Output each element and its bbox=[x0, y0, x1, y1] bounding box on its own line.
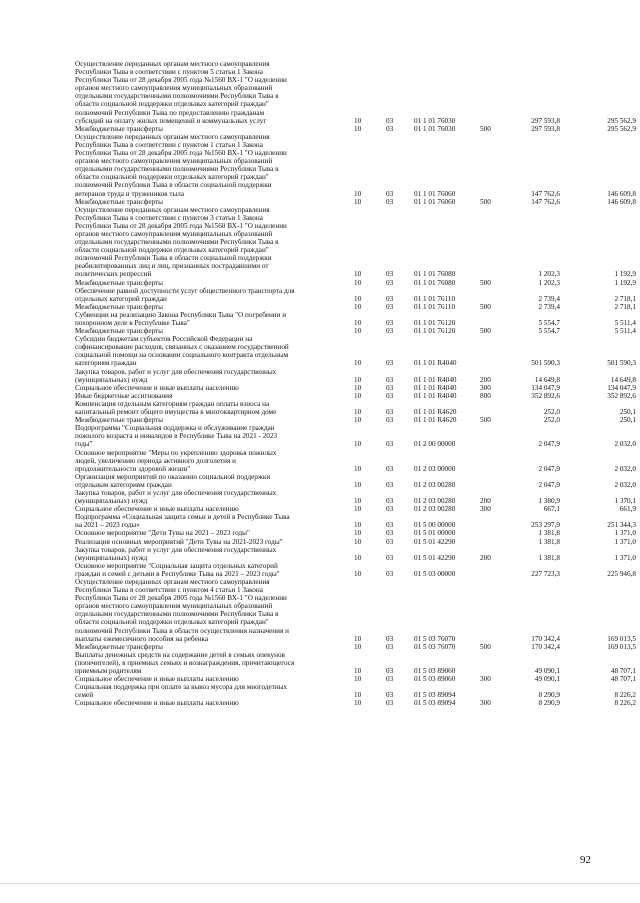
row-description: Реализация основных мероприятий "Дети Тувы на 2021-2023 годы" bbox=[75, 537, 283, 546]
budget-table bbox=[0, 60, 640, 708]
table-row bbox=[0, 303, 640, 311]
section-code: 10 bbox=[354, 529, 362, 538]
row-description: Закупка товаров, работ и услуг для обеспечения государственных (муниципальных) нужд bbox=[75, 545, 277, 562]
section-code: 10 bbox=[354, 675, 362, 684]
target-article-code: 01 1 01 76110 bbox=[414, 294, 456, 303]
row-description: Основное мероприятие "Меры по укреплению здоровья пожилых людей, увеличению периода активного долголетия и продолжительности здоровой жизни" bbox=[75, 448, 277, 473]
section-code: 10 bbox=[354, 302, 362, 311]
section-code: 10 bbox=[354, 440, 362, 449]
table-row bbox=[0, 489, 640, 505]
target-article-code: 01 5 00 00000 bbox=[414, 521, 456, 530]
subsection-code: 03 bbox=[386, 529, 394, 538]
section-code: 10 bbox=[354, 327, 362, 336]
row-description: Подпрограмма «Социальная защита семьи и детей в Республике Тыва на 2021 – 2023 годы» bbox=[75, 513, 290, 530]
subsection-code: 03 bbox=[386, 505, 394, 514]
amount-2022: 170 342,4 bbox=[531, 634, 560, 643]
amount-2023: 48 707,1 bbox=[610, 667, 636, 676]
amount-2022: 5 554,7 bbox=[538, 319, 560, 327]
target-article-code: 01 1 01 76030 bbox=[414, 124, 456, 133]
table-row bbox=[0, 279, 640, 287]
amount-2022: 1 381,8 bbox=[538, 537, 560, 546]
section-code: 10 bbox=[354, 497, 362, 506]
target-article-code: 01 2 03 00000 bbox=[414, 464, 456, 473]
table-row bbox=[0, 683, 640, 699]
target-article-code: 01 1 01 R4620 bbox=[414, 408, 457, 417]
row-description: Закупка товаров, работ и услуг для обеспечения государственных (муниципальных) нужд bbox=[75, 367, 277, 384]
amount-2023: 295 562,9 bbox=[607, 124, 636, 133]
amount-2023: 251 344,3 bbox=[607, 521, 636, 530]
section-code: 10 bbox=[354, 667, 362, 676]
row-description: Основное мероприятие "Социальная защита отдельных категорий граждан и семей с детьми в Республике Тыва на 2021 – 2023 годы" bbox=[75, 561, 280, 578]
target-article-code: 01 1 01 76080 bbox=[414, 278, 456, 287]
amount-2022: 170 342,4 bbox=[531, 642, 560, 651]
subsection-code: 03 bbox=[386, 124, 394, 133]
target-article-code: 01 5 03 89094 bbox=[414, 691, 456, 700]
row-description: Социальное обеспечение и иные выплаты населению bbox=[75, 675, 239, 684]
target-article-code: 01 1 01 76120 bbox=[414, 319, 456, 327]
expense-type-code: 500 bbox=[480, 327, 491, 336]
target-article-code: 01 1 01 76030 bbox=[414, 116, 456, 125]
amount-2023: 1 371,0 bbox=[614, 537, 636, 546]
target-article-code: 01 5 01 00000 bbox=[414, 529, 456, 538]
target-article-code: 01 2 03 00280 bbox=[414, 505, 456, 514]
section-code: 10 bbox=[354, 553, 362, 562]
subsection-code: 03 bbox=[386, 278, 394, 287]
section-code: 10 bbox=[354, 537, 362, 546]
subsection-code: 03 bbox=[386, 294, 394, 303]
section-code: 10 bbox=[354, 416, 362, 425]
section-code: 10 bbox=[354, 391, 362, 400]
expense-type-code: 200 bbox=[480, 497, 491, 506]
target-article-code: 01 1 01 R4040 bbox=[414, 383, 457, 392]
amount-2022: 8 290,9 bbox=[538, 691, 560, 700]
subsection-code: 03 bbox=[386, 391, 394, 400]
amount-2023: 2 032,0 bbox=[614, 440, 636, 449]
row-description: Основное мероприятие "Дети Тувы на 2021 – 2023 годы" bbox=[75, 529, 250, 538]
section-code: 10 bbox=[354, 278, 362, 287]
target-article-code: 01 1 01 R4040 bbox=[414, 375, 457, 384]
row-description: Межбюджетные трансферты bbox=[75, 302, 163, 311]
amount-2022: 253 297,9 bbox=[531, 521, 560, 530]
expense-type-code: 300 bbox=[480, 505, 491, 514]
table-row bbox=[0, 287, 640, 303]
table-row bbox=[0, 473, 640, 489]
amount-2023: 169 013,5 bbox=[607, 642, 636, 651]
subsection-code: 03 bbox=[386, 189, 394, 198]
subsection-code: 03 bbox=[386, 359, 394, 368]
subsection-code: 03 bbox=[386, 569, 394, 578]
table-row bbox=[0, 60, 640, 125]
amount-2022: 2 047,9 bbox=[538, 464, 560, 473]
row-description: Социальное обеспечение и иные выплаты населению bbox=[75, 383, 239, 392]
subsection-code: 03 bbox=[386, 497, 394, 506]
row-description: Субсидии бюджетам субъектов Российской Федерации на софинансирование расходов, связанных с оказанием государственной социальной помощи на основании социального контракта отдельным категориям граждан bbox=[75, 335, 289, 368]
amount-2022: 1 381,8 bbox=[538, 553, 560, 562]
expense-type-code: 200 bbox=[480, 375, 491, 384]
amount-2023: 661,9 bbox=[619, 505, 636, 514]
row-description: Осуществление переданных органам местного самоуправления Республики Тыва в соответствии с пунктом 3 статьи 1 Закона Республики Тыва от 28 декабря 2005 года №1560 ВХ-1 "О наделении органов местного самоуправления муниципальных образований отдельными государственными полномочиями Республики Тыва в области социальной поддержки отдельных категорий граждан" полномочий Республики Тыва в области социальной поддержки реабилитированных лиц и лиц, признанных пострадавшими от политических репрессий bbox=[75, 205, 287, 279]
target-article-code: 01 5 03 89060 bbox=[414, 667, 456, 676]
table-row bbox=[0, 392, 640, 400]
row-description: Межбюджетные трансферты bbox=[75, 197, 163, 206]
subsection-code: 03 bbox=[386, 319, 394, 327]
expense-type-code: 300 bbox=[480, 383, 491, 392]
amount-2023: 501 590,3 bbox=[607, 359, 636, 368]
expense-type-code: 200 bbox=[480, 553, 491, 562]
amount-2023: 1 192,9 bbox=[614, 278, 636, 287]
amount-2023: 8 226,2 bbox=[614, 699, 636, 708]
scan-edge bbox=[0, 883, 640, 884]
section-code: 10 bbox=[354, 116, 362, 125]
amount-2022: 297 593,8 bbox=[531, 124, 560, 133]
row-description: Обеспечение равной доступности услуг общественного транспорта для отдельных категорий граждан bbox=[75, 286, 295, 303]
subsection-code: 03 bbox=[386, 116, 394, 125]
table-row bbox=[0, 562, 640, 578]
amount-2022: 147 762,6 bbox=[531, 189, 560, 198]
target-article-code: 01 1 01 76120 bbox=[414, 327, 456, 336]
section-code: 10 bbox=[354, 375, 362, 384]
target-article-code: 01 5 03 76070 bbox=[414, 642, 456, 651]
target-article-code: 01 1 01 76060 bbox=[414, 197, 456, 206]
table-row bbox=[0, 400, 640, 416]
amount-2022: 5 554,7 bbox=[538, 327, 560, 336]
amount-2023: 14 649,8 bbox=[610, 375, 636, 384]
table-row bbox=[0, 133, 640, 198]
row-description: Межбюджетные трансферты bbox=[75, 278, 163, 287]
amount-2023: 5 511,4 bbox=[614, 319, 636, 327]
expense-type-code: 500 bbox=[480, 278, 491, 287]
target-article-code: 01 1 01 R4620 bbox=[414, 416, 457, 425]
section-code: 10 bbox=[354, 197, 362, 206]
row-description: Иные бюджетные ассигнования bbox=[75, 391, 173, 400]
subsection-code: 03 bbox=[386, 327, 394, 336]
table-row bbox=[0, 513, 640, 529]
subsection-code: 03 bbox=[386, 521, 394, 530]
expense-type-code: 500 bbox=[480, 197, 491, 206]
row-description: Межбюджетные трансферты bbox=[75, 327, 163, 336]
amount-2022: 1 381,8 bbox=[538, 529, 560, 538]
target-article-code: 01 2 03 00280 bbox=[414, 480, 456, 489]
target-article-code: 01 5 03 89094 bbox=[414, 699, 456, 708]
amount-2023: 8 226,2 bbox=[614, 691, 636, 700]
row-description: Осуществление переданных органам местного самоуправления Республики Тыва в соответствии с пунктом 4 статьи 1 Закона Республики Тыва от 28 декабря 2005 года №1560 ВХ-1 "О наделении органов местного самоуправления муниципальных образований отдельными государственными полномочиями Республики Тыва в области социальной поддержки отдельных категорий граждан" полномочий Республики Тыва в области осуществления назначения и выплаты ежемесячного пособия на ребенка bbox=[75, 578, 289, 643]
row-description: Межбюджетные трансферты bbox=[75, 416, 163, 425]
amount-2023: 146 609,8 bbox=[607, 189, 636, 198]
amount-2022: 49 090,1 bbox=[534, 667, 560, 676]
amount-2022: 667,1 bbox=[543, 505, 560, 514]
expense-type-code: 500 bbox=[480, 124, 491, 133]
section-code: 10 bbox=[354, 359, 362, 368]
target-article-code: 01 5 03 00000 bbox=[414, 569, 456, 578]
target-article-code: 01 1 01 76080 bbox=[414, 270, 456, 279]
table-row bbox=[0, 327, 640, 335]
amount-2022: 2 739,4 bbox=[538, 294, 560, 303]
subsection-code: 03 bbox=[386, 197, 394, 206]
amount-2022: 14 649,8 bbox=[534, 375, 560, 384]
amount-2022: 227 723,3 bbox=[531, 569, 560, 578]
subsection-code: 03 bbox=[386, 642, 394, 651]
amount-2023: 1 192,9 bbox=[614, 270, 636, 279]
row-description: Осуществление переданных органам местного самоуправления Республики Тыва в соответствии с пунктом 1 статьи 1 Закона Республики Тыва от 28 декабря 2005 года №1560 ВХ-1 "О наделении органов местного самоуправления муниципальных образований отдельными государственными полномочиями Республики Тыва в области социальной поддержки отдельных категорий граждан" полномочий Республики Тыва в области социальной поддержки ветеранов труда и тружеников тыла bbox=[75, 132, 287, 198]
table-row bbox=[0, 384, 640, 392]
table-row bbox=[0, 335, 640, 367]
amount-2022: 252,0 bbox=[543, 408, 560, 417]
amount-2023: 2 032,0 bbox=[614, 464, 636, 473]
amount-2023: 169 013,5 bbox=[607, 634, 636, 643]
amount-2023: 48 707,1 bbox=[610, 675, 636, 684]
section-code: 10 bbox=[354, 294, 362, 303]
subsection-code: 03 bbox=[386, 383, 394, 392]
amount-2022: 252,0 bbox=[543, 416, 560, 425]
table-row bbox=[0, 651, 640, 675]
section-code: 10 bbox=[354, 642, 362, 651]
amount-2023: 2 718,1 bbox=[614, 294, 636, 303]
row-description: Подпрограмма "Социальная поддержка и обслуживание граждан пожилого возраста и инвалидов в Республике Тыва на 2021 - 2023 годы" bbox=[75, 424, 278, 449]
table-row bbox=[0, 675, 640, 683]
amount-2023: 5 511,4 bbox=[614, 327, 636, 336]
amount-2022: 49 090,1 bbox=[534, 675, 560, 684]
amount-2023: 146 609,8 bbox=[607, 197, 636, 206]
table-row bbox=[0, 198, 640, 206]
page-number: 92 bbox=[580, 854, 591, 866]
section-code: 10 bbox=[354, 319, 362, 327]
amount-2023: 295 562,9 bbox=[607, 116, 636, 125]
table-row bbox=[0, 546, 640, 562]
table-row bbox=[0, 416, 640, 424]
amount-2022: 297 593,8 bbox=[531, 116, 560, 125]
section-code: 10 bbox=[354, 699, 362, 708]
subsection-code: 03 bbox=[386, 464, 394, 473]
subsection-code: 03 bbox=[386, 634, 394, 643]
table-row bbox=[0, 578, 640, 643]
row-description: Компенсация отдельным категориям граждан оплаты взноса на капитальный ремонт общего имущества в многоквартирном доме bbox=[75, 399, 277, 417]
section-code: 10 bbox=[354, 569, 362, 578]
section-code: 10 bbox=[354, 691, 362, 700]
table-row bbox=[0, 206, 640, 279]
amount-2022: 2 047,9 bbox=[538, 440, 560, 449]
subsection-code: 03 bbox=[386, 553, 394, 562]
amount-2023: 2 718,1 bbox=[614, 302, 636, 311]
subsection-code: 03 bbox=[386, 691, 394, 700]
row-description: Социальное обеспечение и иные выплаты населению bbox=[75, 699, 239, 708]
row-description: Выплаты денежных средств на содержание детей в семьях опекунов (попечителей), в приемных семьях и вознаграждения, причитающегося приемным родителям bbox=[75, 650, 295, 676]
amount-2022: 8 290,9 bbox=[538, 699, 560, 708]
target-article-code: 01 1 01 R4040 bbox=[414, 391, 457, 400]
subsection-code: 03 bbox=[386, 667, 394, 676]
table-row bbox=[0, 538, 640, 546]
target-article-code: 01 2 03 00280 bbox=[414, 497, 456, 506]
target-article-code: 01 2 00 00000 bbox=[414, 440, 456, 449]
table-row bbox=[0, 449, 640, 473]
amount-2023: 134 047,9 bbox=[607, 383, 636, 392]
table-row bbox=[0, 505, 640, 513]
table-row bbox=[0, 311, 640, 327]
table-row bbox=[0, 125, 640, 133]
expense-type-code: 300 bbox=[480, 675, 491, 684]
section-code: 10 bbox=[354, 383, 362, 392]
row-description: Субвенции на реализацию Закона Республики Тыва "О погребении и похоронном деле в Республике Тыва" bbox=[75, 310, 287, 327]
amount-2022: 1 202,3 bbox=[538, 270, 560, 279]
table-row bbox=[0, 643, 640, 651]
row-description: Социальная поддержка при оплате за вывоз мусора для многодетных семей bbox=[75, 683, 288, 700]
expense-type-code: 800 bbox=[480, 391, 491, 400]
amount-2022: 1 380,9 bbox=[538, 497, 560, 506]
section-code: 10 bbox=[354, 521, 362, 530]
amount-2023: 1 370,1 bbox=[614, 497, 636, 506]
target-article-code: 01 5 03 89060 bbox=[414, 675, 456, 684]
subsection-code: 03 bbox=[386, 375, 394, 384]
subsection-code: 03 bbox=[386, 416, 394, 425]
section-code: 10 bbox=[354, 270, 362, 279]
target-article-code: 01 5 01 42290 bbox=[414, 553, 456, 562]
amount-2022: 501 590,3 bbox=[531, 359, 560, 368]
row-description: Осуществление переданных органам местного самоуправления Республики Тыва в соответствии с пунктом 5 статьи 1 Закона Республики Тыва от 28 декабря 2005 года №1560 ВХ-1 "О наделении органов местного самоуправления муниципальных образований отдельными государственными полномочиями Республики Тыва в области социальной поддержки отдельных категорий граждан" полномочий Республики Тыва по предоставлению гражданам субсидий на оплату жилых помещений и коммунальных услуг bbox=[75, 60, 287, 125]
table-row bbox=[0, 529, 640, 537]
expense-type-code: 500 bbox=[480, 642, 491, 651]
subsection-code: 03 bbox=[386, 270, 394, 279]
amount-2022: 134 047,9 bbox=[531, 383, 560, 392]
row-description: Межбюджетные трансферты bbox=[75, 124, 163, 133]
subsection-code: 03 bbox=[386, 480, 394, 489]
table-row bbox=[0, 699, 640, 707]
subsection-code: 03 bbox=[386, 699, 394, 708]
target-article-code: 01 1 01 R4040 bbox=[414, 359, 457, 368]
amount-2023: 352 892,6 bbox=[607, 391, 636, 400]
row-description: Организация мероприятий по оказанию социальной поддержки отдельным категориям граждан bbox=[75, 472, 271, 489]
expense-type-code: 300 bbox=[480, 699, 491, 708]
subsection-code: 03 bbox=[386, 408, 394, 417]
amount-2022: 147 762,6 bbox=[531, 197, 560, 206]
section-code: 10 bbox=[354, 124, 362, 133]
subsection-code: 03 bbox=[386, 537, 394, 546]
amount-2022: 352 892,6 bbox=[531, 391, 560, 400]
amount-2023: 2 032,0 bbox=[614, 480, 636, 489]
target-article-code: 01 1 01 76060 bbox=[414, 189, 456, 198]
amount-2022: 1 202,3 bbox=[538, 278, 560, 287]
subsection-code: 03 bbox=[386, 440, 394, 449]
amount-2022: 2 047,9 bbox=[538, 480, 560, 489]
amount-2023: 1 371,0 bbox=[614, 529, 636, 538]
subsection-code: 03 bbox=[386, 675, 394, 684]
amount-2023: 250,1 bbox=[619, 416, 636, 425]
target-article-code: 01 5 01 42290 bbox=[414, 537, 456, 546]
section-code: 10 bbox=[354, 634, 362, 643]
table-row bbox=[0, 368, 640, 384]
section-code: 10 bbox=[354, 480, 362, 489]
amount-2023: 1 371,0 bbox=[614, 553, 636, 562]
table-row bbox=[0, 424, 640, 448]
section-code: 10 bbox=[354, 464, 362, 473]
row-description: Социальное обеспечение и иные выплаты населению bbox=[75, 505, 239, 514]
target-article-code: 01 5 03 76070 bbox=[414, 634, 456, 643]
amount-2023: 250,1 bbox=[619, 408, 636, 417]
row-description: Межбюджетные трансферты bbox=[75, 642, 163, 651]
subsection-code: 03 bbox=[386, 302, 394, 311]
expense-type-code: 500 bbox=[480, 416, 491, 425]
expense-type-code: 500 bbox=[480, 302, 491, 311]
section-code: 10 bbox=[354, 505, 362, 514]
section-code: 10 bbox=[354, 189, 362, 198]
amount-2022: 2 739,4 bbox=[538, 302, 560, 311]
amount-2023: 225 946,8 bbox=[607, 569, 636, 578]
row-description: Закупка товаров, работ и услуг для обеспечения государственных (муниципальных) нужд bbox=[75, 488, 277, 506]
section-code: 10 bbox=[354, 408, 362, 417]
target-article-code: 01 1 01 76110 bbox=[414, 302, 456, 311]
